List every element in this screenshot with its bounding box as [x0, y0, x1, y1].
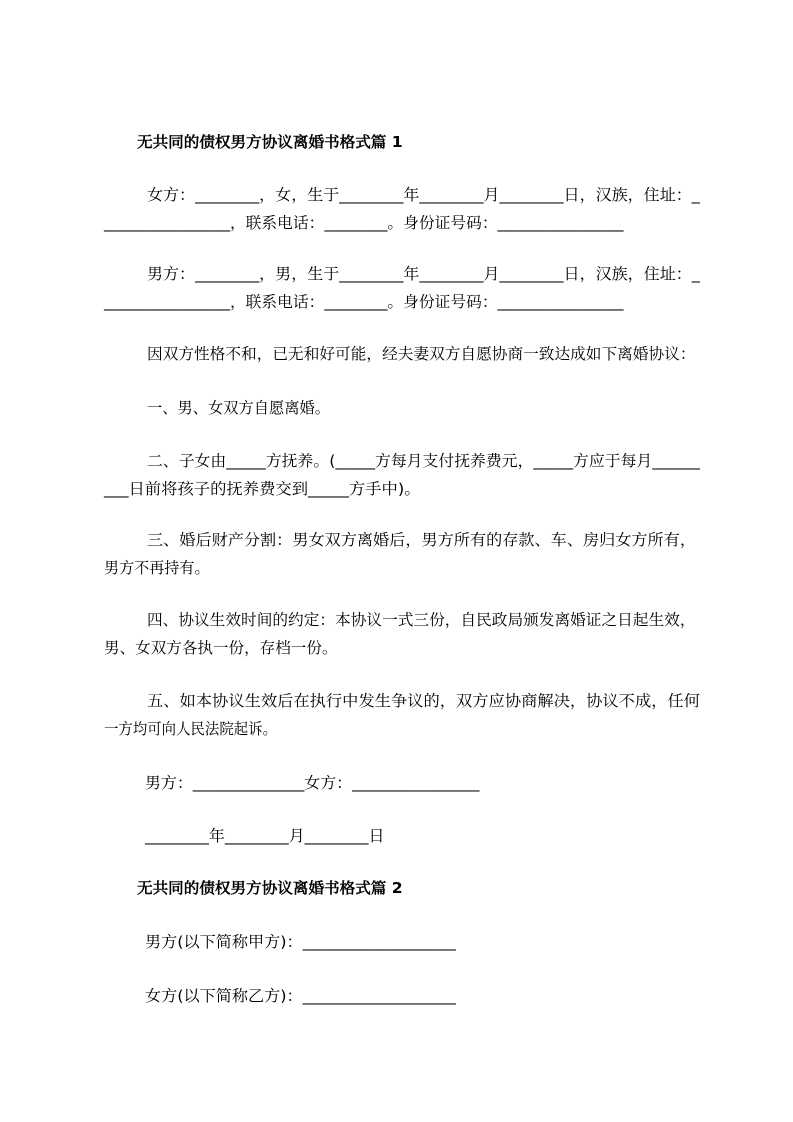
clause-4-line-2: 男、女双方各执一份，存档一份。 — [104, 639, 338, 657]
clause-3-line-2: 男方不再持有。 — [104, 559, 210, 577]
clause-2-line-2: ___日前将孩子的抚养费交到_____方手中)。 — [104, 480, 421, 498]
man-info-line-2: ________________，联系电话：________。身份证号码：________________ — [104, 293, 624, 311]
clause-2-line-1: 二、子女由_____方抚养。(_____方每月支付抚养费元，_____方应于每月______ — [147, 452, 700, 470]
section-1-title: 无共同的债权男方协议离婚书格式篇 1 — [137, 133, 403, 151]
clause-5-line-1: 五、如本协议生效后在执行中发生争议的，双方应协商解决，协议不成，任何 — [147, 692, 701, 710]
signature-line: 男方：______________女方：________________ — [145, 774, 480, 792]
date-line: ________年________月________日 — [145, 827, 385, 845]
section-2-title: 无共同的债权男方协议离婚书格式篇 2 — [137, 879, 403, 897]
woman-info-line-2: ________________，联系电话：________。身份证号码：________________ — [104, 214, 624, 232]
woman-info-line-1: 女方：________，女，生于________年________月________日，汉族，住址：_ — [147, 186, 700, 204]
man-info-line-1: 男方：________，男，生于________年________月________日，汉族，住址：_ — [147, 265, 700, 283]
clause-4-line-1: 四、协议生效时间的约定：本协议一式三份，自民政局颁发离婚证之日起生效， — [147, 611, 696, 629]
clause-5-line-2: 一方均可向人民法院起诉。 — [104, 720, 278, 738]
party-b-line: 女方(以下简称乙方)：___________________ — [145, 987, 456, 1005]
clause-1: 一、男、女双方自愿离婚。 — [147, 399, 331, 417]
clause-3-line-1: 三、婚后财产分割：男女双方离婚后，男方所有的存款、车、房归女方所有， — [147, 531, 697, 549]
party-a-line: 男方(以下简称甲方)：___________________ — [145, 933, 456, 951]
preamble: 因双方性格不和，已无和好可能，经夫妻双方自愿协商一致达成如下离婚协议： — [147, 345, 696, 363]
